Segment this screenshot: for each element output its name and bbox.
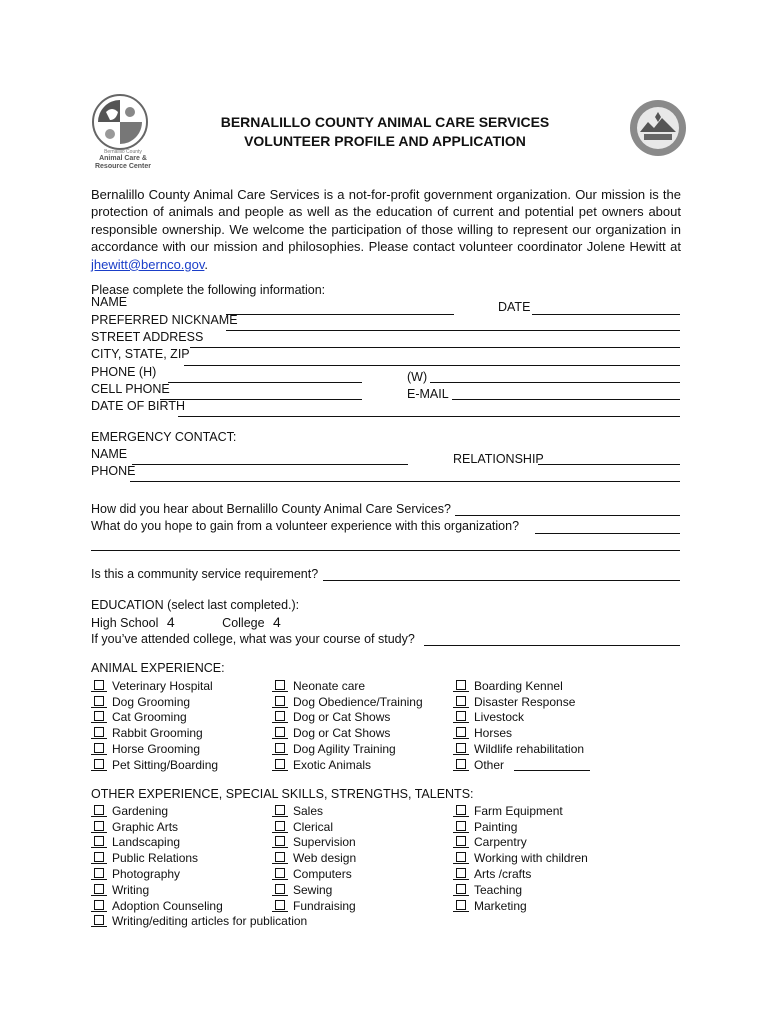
checkbox-item[interactable] bbox=[453, 694, 590, 710]
checkbox[interactable] bbox=[91, 836, 105, 848]
checkbox[interactable] bbox=[91, 900, 105, 912]
checkbox[interactable] bbox=[453, 680, 467, 692]
emergency-name-label: NAME bbox=[91, 447, 128, 461]
checkbox-item[interactable] bbox=[272, 803, 356, 819]
checkbox-item[interactable] bbox=[453, 757, 590, 773]
checkbox-item[interactable] bbox=[453, 725, 590, 741]
checkbox-label: Veterinary Hospital bbox=[112, 678, 213, 693]
animal-col-3 bbox=[453, 678, 590, 773]
checkbox-item[interactable] bbox=[453, 710, 590, 726]
checkbox-item[interactable] bbox=[453, 850, 588, 866]
checkbox-label: Teaching bbox=[474, 882, 523, 897]
checkbox[interactable] bbox=[272, 900, 286, 912]
checkbox-label: Dog Grooming bbox=[112, 694, 191, 709]
intro-text: Bernalillo County Animal Care Services is a not-for-profit government organization. Our mission is the protection of animals and people as well as the education of current and potential pet owners about responsible ownership. We welcome the participation of those willing to represent our organization in accordance with our mission and philosophies. Please contact volunteer coordinator Jolene Hewitt at bbox=[91, 187, 681, 255]
checkbox-item[interactable] bbox=[453, 741, 590, 757]
checkbox-label: Horses bbox=[474, 726, 513, 741]
info-heading: Please complete the following information: bbox=[91, 283, 326, 297]
education-options bbox=[91, 614, 281, 630]
checkbox-item[interactable] bbox=[453, 898, 588, 914]
animal-experience-heading: ANIMAL EXPERIENCE: bbox=[91, 661, 225, 675]
name-label: NAME bbox=[91, 295, 128, 309]
checkbox-item[interactable] bbox=[453, 835, 588, 851]
emergency-heading: EMERGENCY CONTACT: bbox=[91, 430, 237, 444]
checkbox-label: Farm Equipment bbox=[474, 803, 563, 818]
checkbox[interactable] bbox=[91, 727, 105, 739]
checkbox[interactable] bbox=[453, 884, 467, 896]
city-label: CITY, STATE, ZIP bbox=[91, 347, 190, 361]
checkbox[interactable] bbox=[453, 805, 467, 817]
checkbox-label: Dog Obedience/Training bbox=[293, 694, 423, 709]
checkbox[interactable] bbox=[91, 696, 105, 708]
checkbox-label: Cat Grooming bbox=[112, 710, 187, 725]
logo-text-line2: Resource Center bbox=[94, 163, 152, 170]
other-experience-heading: OTHER EXPERIENCE, SPECIAL SKILLS, STRENGTHS, TALENTS: bbox=[91, 787, 474, 801]
checkbox-item[interactable] bbox=[453, 866, 588, 882]
checkbox-label: Exotic Animals bbox=[293, 757, 372, 772]
dob-label: DATE OF BIRTH bbox=[91, 399, 185, 413]
course-field[interactable] bbox=[424, 645, 680, 646]
checkbox-item[interactable] bbox=[91, 914, 307, 930]
coordinator-email-link[interactable]: jhewitt@bernco.gov bbox=[91, 256, 205, 272]
checkbox-item[interactable] bbox=[91, 710, 218, 726]
logo-text-line1: Animal Care & bbox=[99, 155, 147, 162]
checkbox-label: Dog or Cat Shows bbox=[293, 726, 391, 741]
cell-field[interactable] bbox=[160, 399, 362, 400]
page-title: BERNALILLO COUNTY ANIMAL CARE SERVICES bbox=[220, 114, 550, 130]
emergency-phone-label: PHONE bbox=[91, 464, 136, 478]
checkbox-label: Landscaping bbox=[112, 835, 181, 850]
checkbox-label: Gardening bbox=[112, 803, 169, 818]
checkbox[interactable] bbox=[453, 727, 467, 739]
checkbox[interactable] bbox=[91, 821, 105, 833]
relationship-label: RELATIONSHIP bbox=[453, 452, 544, 466]
checkbox[interactable] bbox=[272, 727, 286, 739]
checkbox[interactable] bbox=[91, 759, 105, 771]
phone-work-field[interactable] bbox=[430, 382, 680, 383]
checkbox-item[interactable] bbox=[272, 882, 356, 898]
checkbox-label: Disaster Response bbox=[474, 694, 576, 709]
checkbox-item[interactable] bbox=[272, 866, 356, 882]
checkbox[interactable] bbox=[91, 868, 105, 880]
checkbox[interactable] bbox=[91, 680, 105, 692]
checkbox-item[interactable] bbox=[91, 741, 218, 757]
phone-home-label: PHONE (H) bbox=[91, 365, 157, 379]
checkbox[interactable] bbox=[91, 805, 105, 817]
checkbox-label: Writing bbox=[112, 882, 150, 897]
phone-home-field[interactable] bbox=[168, 382, 362, 383]
checkbox-label: Clerical bbox=[293, 819, 334, 834]
checkbox-item[interactable] bbox=[272, 710, 423, 726]
community-field[interactable] bbox=[323, 580, 680, 581]
checkbox-item[interactable] bbox=[272, 694, 423, 710]
gain-field-continued[interactable] bbox=[91, 550, 680, 551]
college-checkbox[interactable]: 4 bbox=[273, 614, 281, 630]
checkbox-label: Graphic Arts bbox=[112, 819, 179, 834]
checkbox-item[interactable] bbox=[272, 819, 356, 835]
checkbox-item[interactable] bbox=[272, 898, 356, 914]
checkbox[interactable] bbox=[272, 868, 286, 880]
emergency-name-field[interactable] bbox=[132, 464, 408, 465]
checkbox-item[interactable] bbox=[91, 757, 218, 773]
checkbox[interactable] bbox=[272, 884, 286, 896]
checkbox[interactable] bbox=[272, 821, 286, 833]
checkbox[interactable] bbox=[91, 711, 105, 723]
checkbox-label: Pet Sitting/Boarding bbox=[112, 757, 219, 772]
checkbox-label: Sales bbox=[293, 803, 324, 818]
checkbox-label: Supervision bbox=[293, 835, 356, 850]
checkbox-label: Public Relations bbox=[112, 851, 199, 866]
checkbox-item[interactable] bbox=[453, 678, 590, 694]
checkbox-label: Photography bbox=[112, 867, 181, 882]
emergency-phone-field[interactable] bbox=[130, 481, 680, 482]
checkbox-item[interactable] bbox=[91, 725, 218, 741]
checkbox-item[interactable] bbox=[453, 803, 588, 819]
checkbox[interactable] bbox=[272, 696, 286, 708]
checkbox[interactable] bbox=[272, 759, 286, 771]
animal-col-1 bbox=[91, 678, 218, 773]
checkbox-item[interactable] bbox=[272, 678, 423, 694]
checkbox[interactable] bbox=[272, 680, 286, 692]
phone-work-label: (W) bbox=[407, 370, 428, 384]
checkbox-label: Livestock bbox=[474, 710, 525, 725]
checkbox-label: Boarding Kennel bbox=[474, 678, 563, 693]
intro-end: . bbox=[204, 256, 209, 272]
checkbox[interactable] bbox=[453, 900, 467, 912]
checkbox[interactable] bbox=[272, 711, 286, 723]
course-question: If you’ve attended college, what was your course of study? bbox=[91, 632, 415, 646]
checkbox-label: Other bbox=[474, 757, 505, 772]
checkbox-label: Writing/editing articles for publication bbox=[112, 914, 308, 929]
dob-field[interactable] bbox=[178, 416, 680, 417]
checkbox-label: Working with children bbox=[474, 851, 588, 866]
education-heading: EDUCATION (select last completed.): bbox=[91, 598, 300, 612]
date-label: DATE bbox=[498, 300, 531, 314]
checkbox-item[interactable] bbox=[453, 882, 588, 898]
intro-paragraph bbox=[91, 186, 681, 273]
checkbox[interactable] bbox=[91, 743, 105, 755]
checkbox[interactable] bbox=[453, 711, 467, 723]
page-subtitle: VOLUNTEER PROFILE AND APPLICATION bbox=[244, 133, 526, 149]
checkbox-label: Adoption Counseling bbox=[112, 898, 223, 913]
checkbox-item[interactable] bbox=[272, 835, 356, 851]
street-label: STREET ADDRESS bbox=[91, 330, 204, 344]
street-field[interactable] bbox=[190, 347, 680, 348]
date-field[interactable] bbox=[532, 314, 680, 315]
checkbox[interactable] bbox=[272, 836, 286, 848]
checkbox-label: Fundraising bbox=[293, 898, 356, 913]
checkbox[interactable] bbox=[272, 743, 286, 755]
high-school-checkbox[interactable]: 4 bbox=[166, 614, 175, 630]
gain-field[interactable] bbox=[535, 533, 680, 534]
checkbox-item[interactable] bbox=[91, 694, 218, 710]
cell-label: CELL PHONE bbox=[91, 382, 170, 396]
checkbox[interactable] bbox=[453, 836, 467, 848]
hear-question: How did you hear about Bernalillo County Animal Care Services? bbox=[91, 502, 451, 516]
checkbox[interactable] bbox=[272, 805, 286, 817]
checkbox-label: Neonate care bbox=[293, 678, 366, 693]
checkbox-label: Painting bbox=[474, 819, 518, 834]
checkbox[interactable] bbox=[453, 743, 467, 755]
skills-col-2 bbox=[272, 803, 356, 914]
other-field[interactable] bbox=[514, 770, 590, 771]
checkbox-label: Dog Agility Training bbox=[293, 742, 396, 757]
email-label: E-MAIL bbox=[407, 387, 449, 401]
checkbox[interactable] bbox=[453, 759, 467, 771]
checkbox-label: Marketing bbox=[474, 898, 527, 913]
checkbox-item[interactable] bbox=[453, 819, 588, 835]
nickname-field[interactable] bbox=[226, 330, 680, 331]
community-question: Is this a community service requirement? bbox=[91, 567, 319, 581]
checkbox-item[interactable] bbox=[272, 850, 356, 866]
checkbox[interactable] bbox=[453, 868, 467, 880]
checkbox-label: Carpentry bbox=[474, 835, 527, 850]
relationship-field[interactable] bbox=[538, 464, 680, 465]
high-school-label: High School bbox=[91, 616, 159, 630]
checkbox-item[interactable] bbox=[91, 678, 218, 694]
skills-col-3 bbox=[453, 803, 588, 914]
checkbox-label: Sewing bbox=[293, 882, 333, 897]
college-label: College bbox=[222, 616, 265, 630]
checkbox-label: Rabbit Grooming bbox=[112, 726, 203, 741]
checkbox[interactable] bbox=[453, 696, 467, 708]
checkbox-label: Dog or Cat Shows bbox=[293, 710, 391, 725]
checkbox-label: Computers bbox=[293, 867, 352, 882]
animal-col-2 bbox=[272, 678, 423, 773]
checkbox[interactable] bbox=[91, 915, 105, 927]
checkbox-label: Arts /crafts bbox=[474, 867, 532, 882]
hear-field[interactable] bbox=[455, 515, 680, 516]
city-field[interactable] bbox=[184, 365, 680, 366]
nickname-label: PREFERRED NICKNAME bbox=[91, 313, 238, 327]
checkbox[interactable] bbox=[91, 884, 105, 896]
checkbox-label: Wildlife rehabilitation bbox=[474, 742, 585, 757]
checkbox[interactable] bbox=[453, 852, 467, 864]
checkbox[interactable] bbox=[453, 821, 467, 833]
name-field[interactable] bbox=[226, 314, 454, 315]
checkbox-label: Web design bbox=[293, 851, 357, 866]
checkbox-item[interactable] bbox=[272, 741, 423, 757]
checkbox[interactable] bbox=[91, 852, 105, 864]
checkbox-item[interactable] bbox=[272, 757, 423, 773]
gain-question: What do you hope to gain from a volunteer experience with this organization? bbox=[91, 519, 520, 533]
checkbox-label: Horse Grooming bbox=[112, 742, 201, 757]
checkbox-item[interactable] bbox=[272, 725, 423, 741]
logo-text-county: Bernalillo County bbox=[104, 149, 142, 155]
checkbox[interactable] bbox=[272, 852, 286, 864]
email-field[interactable] bbox=[452, 399, 680, 400]
